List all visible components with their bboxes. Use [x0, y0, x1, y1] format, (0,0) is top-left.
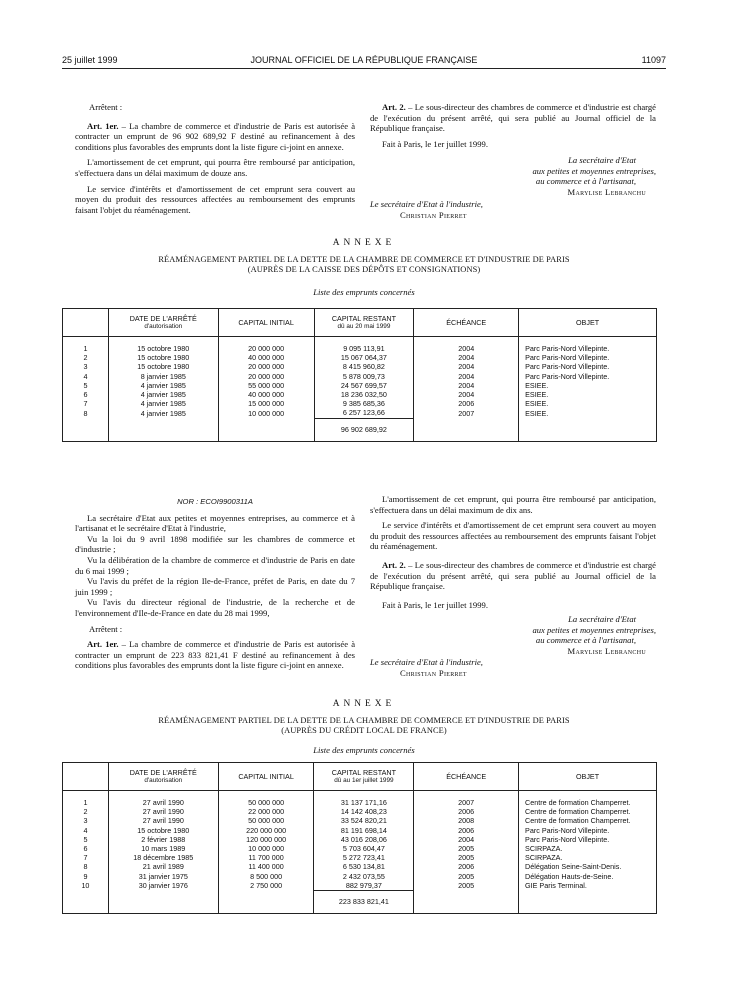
annexe2-title-line1: RÉAMÉNAGEMENT PARTIEL DE LA DETTE DE LA CHAMBRE DE COMMERCE ET D'INDUSTRIE DE PARIS — [158, 716, 570, 725]
annexe2-table — [62, 762, 657, 914]
row-restant: 6 530 134,81 — [314, 862, 414, 871]
spacer-cell — [414, 791, 519, 799]
annexe1-col-date — [108, 309, 218, 337]
annexe1-col-date-l1: DATE DE L'ARRÊTÉ — [129, 313, 197, 323]
doc1-signature-2 — [370, 199, 570, 220]
row-date: 15 octobre 1980 — [108, 344, 218, 353]
row-capital: 50 000 000 — [218, 816, 314, 825]
annexe1-title-line1: RÉAMÉNAGEMENT PARTIEL DE LA DETTE DE LA CHAMBRE DE COMMERCE ET D'INDUSTRIE DE PARIS — [158, 255, 570, 264]
row-echeance: 2006 — [414, 807, 519, 816]
doc2-vu-loi: Vu la loi du 9 avril 1898 modifiée sur les chambres de commerce et d'industrie ; — [75, 533, 355, 555]
row-echeance: 2004 — [414, 835, 519, 844]
row-capital: 2 750 000 — [218, 881, 314, 891]
row-restant: 882 979,37 — [314, 881, 414, 891]
table-row — [63, 807, 657, 816]
table-row — [63, 798, 657, 807]
row-echeance: 2004 — [414, 353, 519, 362]
row-echeance: 2008 — [414, 816, 519, 825]
total-empty-cell — [63, 418, 109, 441]
table-row — [63, 372, 657, 381]
doc2-vu-deliberation: Vu la délibération de la chambre de commerce et d'industrie de Paris en date du 6 mai 1999 ; — [75, 554, 355, 576]
row-objet: Délégation Seine-Saint-Denis. — [519, 862, 657, 871]
annexe1-col-restant-l1: CAPITAL RESTANT — [331, 313, 396, 323]
annexe1-col-echeance: ÉCHÉANCE — [414, 309, 519, 337]
row-number: 7 — [63, 399, 109, 408]
table-row — [63, 408, 657, 418]
annexe2-table-body — [63, 791, 657, 914]
annexe2-title-line2: (AUPRÈS DU CRÉDIT LOCAL DE FRANCE) — [281, 726, 447, 735]
annexe2-col-date — [108, 763, 218, 791]
page-header — [62, 55, 666, 67]
row-date: 15 octobre 1980 — [108, 362, 218, 371]
row-echeance: 2004 — [414, 362, 519, 371]
doc2-article-1 — [75, 639, 355, 671]
annexe1-header-row — [63, 309, 657, 337]
row-objet: Parc Paris-Nord Villepinte. — [519, 835, 657, 844]
doc1-sig1-name: Marylise Lebranchu — [567, 186, 646, 197]
total-empty-cell — [414, 891, 519, 914]
row-restant: 18 236 032,50 — [314, 390, 414, 399]
row-objet: ESIEE. — [519, 390, 657, 399]
row-objet: Parc Paris-Nord Villepinte. — [519, 362, 657, 371]
doc2-nor: NOR : ECOI9900311A — [177, 497, 253, 506]
doc2-right-column — [370, 494, 656, 610]
row-echeance: 2005 — [414, 881, 519, 891]
row-restant: 9 095 113,91 — [314, 344, 414, 353]
row-capital: 11 700 000 — [218, 853, 314, 862]
row-echeance: 2004 — [414, 381, 519, 390]
row-number: 2 — [63, 353, 109, 362]
row-number: 4 — [63, 372, 109, 381]
table-row — [63, 353, 657, 362]
doc2-amortissement: L'amortissement de cet emprunt, qui pourra être remboursé par anticipation, s'effectuera dans un délai maximum de dix ans. — [370, 494, 656, 515]
total-empty-cell — [218, 418, 314, 441]
spacer-cell — [519, 337, 657, 345]
spacer-cell — [108, 791, 218, 799]
row-date: 4 janvier 1985 — [108, 390, 218, 399]
annexe2-col-restant-l2: dû au 1er juillet 1999 — [334, 776, 394, 784]
row-echeance: 2004 — [414, 390, 519, 399]
row-restant: 15 067 064,37 — [314, 353, 414, 362]
total-empty-cell — [63, 891, 109, 914]
doc1-right-column — [370, 102, 656, 149]
annexe2-col-restant — [314, 763, 414, 791]
annexe2-liste: Liste des emprunts concernés — [313, 745, 415, 755]
doc1-service: Le service d'intérêts et d'amortissement de cet emprunt sera couvert au moyen du produit des ressources affectées au remboursement des emprunts faisant l'objet du réaménagement. — [75, 183, 355, 215]
row-date: 4 janvier 1985 — [108, 399, 218, 408]
total-value: 96 902 689,92 — [314, 418, 414, 441]
doc1-article-2 — [370, 102, 656, 134]
row-date: 27 avril 1990 — [108, 807, 218, 816]
row-objet: SCIRPAZA. — [519, 853, 657, 862]
row-echeance: 2006 — [414, 399, 519, 408]
row-objet: Parc Paris-Nord Villepinte. — [519, 826, 657, 835]
table-row — [63, 835, 657, 844]
doc2-art1-text: – La chambre de commerce et d'industrie de Paris est autorisée à contracter un emprunt de 223 833 821,41 F destiné au refinancement à des conditions plus favorables des emprunts dont la liste figure ci-joint en annexe. — [75, 639, 356, 671]
row-restant: 5 703 604,47 — [314, 844, 414, 853]
doc2-sig2-line1: Le secrétaire d'Etat à l'industrie, — [370, 657, 483, 667]
row-restant: 24 567 699,57 — [314, 381, 414, 390]
annexe1-table-body — [63, 337, 657, 442]
row-capital: 55 000 000 — [218, 381, 314, 390]
row-objet: Délégation Hauts-de-Seine. — [519, 872, 657, 881]
doc2-sig1-name: Marylise Lebranchu — [567, 645, 646, 656]
doc1-amortissement: L'amortissement de cet emprunt, qui pourra être remboursé par anticipation, s'effectuera dans un délai maximum de douze ans. — [75, 157, 355, 178]
header-rule — [62, 68, 666, 69]
row-capital: 20 000 000 — [218, 372, 314, 381]
spacer-cell — [314, 337, 414, 345]
spacer-cell — [108, 337, 218, 345]
row-objet: Parc Paris-Nord Villepinte. — [519, 344, 657, 353]
doc2-sig1-line3: au commerce et à l'artisanat, — [535, 635, 636, 646]
row-number: 10 — [63, 881, 109, 891]
header-page-number: 11097 — [641, 55, 666, 65]
row-capital: 8 500 000 — [218, 872, 314, 881]
spacer-cell — [414, 337, 519, 345]
doc2-service: Le service d'intérêts et d'amortissement de cet emprunt sera couvert au moyen du produit des ressources affectées au remboursement des emprunts faisant l'objet du réaménagement. — [370, 520, 656, 552]
row-number: 7 — [63, 853, 109, 862]
row-date: 4 janvier 1985 — [108, 408, 218, 418]
table-row — [63, 826, 657, 835]
doc2-left-column — [75, 497, 355, 671]
row-capital: 50 000 000 — [218, 798, 314, 807]
doc1-sig2-name: Christian Pierret — [400, 209, 467, 220]
doc1-art1-label: Art. 1er. — [87, 120, 119, 131]
doc2-sig2-name: Christian Pierret — [400, 667, 467, 678]
row-number: 2 — [63, 807, 109, 816]
row-echeance: 2005 — [414, 853, 519, 862]
row-objet: ESIEE. — [519, 381, 657, 390]
doc2-intro: La secrétaire d'Etat aux petites et moyennes entreprises, au commerce et à l'artisanat et le secrétaire d'Etat à l'industrie, — [75, 512, 355, 534]
row-capital: 20 000 000 — [218, 344, 314, 353]
table-row — [63, 390, 657, 399]
row-number: 3 — [63, 362, 109, 371]
row-number: 1 — [63, 344, 109, 353]
table-row — [63, 381, 657, 390]
row-capital: 10 000 000 — [218, 844, 314, 853]
doc1-article-1 — [75, 121, 355, 153]
row-capital: 22 000 000 — [218, 807, 314, 816]
annexe2-col-capital: CAPITAL INITIAL — [218, 763, 314, 791]
table-row — [63, 344, 657, 353]
annexe1-col-number — [63, 309, 109, 337]
doc1-signature-1 — [370, 155, 656, 197]
total-empty-cell — [519, 891, 657, 914]
annexe1-col-restant — [314, 309, 414, 337]
row-objet: Parc Paris-Nord Villepinte. — [519, 353, 657, 362]
row-number: 6 — [63, 390, 109, 399]
doc1-sig1-line1: La secrétaire d'Etat — [568, 155, 636, 165]
doc2-sig1-line2: aux petites et moyennes entreprises, — [532, 624, 656, 635]
table-row — [63, 862, 657, 871]
row-objet: SCIRPAZA. — [519, 844, 657, 853]
row-number: 6 — [63, 844, 109, 853]
row-echeance: 2007 — [414, 798, 519, 807]
row-echeance: 2004 — [414, 344, 519, 353]
spacer-cell — [314, 791, 414, 799]
row-capital: 20 000 000 — [218, 362, 314, 371]
row-capital: 10 000 000 — [218, 408, 314, 418]
row-echeance: 2007 — [414, 408, 519, 418]
row-date: 27 avril 1990 — [108, 816, 218, 825]
row-number: 9 — [63, 872, 109, 881]
annexe2-col-date-l1: DATE DE L'ARRÊTÉ — [129, 767, 197, 777]
doc1-sig1-line3: au commerce et à l'artisanat, — [535, 176, 636, 187]
doc2-vu-prefet: Vu l'avis du préfet de la région Ile-de-France, préfet de Paris, en date du 7 juin 1999 ; — [75, 576, 355, 597]
annexe1-liste: Liste des emprunts concernés — [313, 287, 415, 297]
spacer-cell — [63, 337, 109, 345]
annexe2-col-number — [63, 763, 109, 791]
row-date: 30 janvier 1976 — [108, 881, 218, 891]
row-objet: Centre de formation Champerret. — [519, 807, 657, 816]
total-value: 223 833 821,41 — [314, 891, 414, 914]
table-spacer-row — [63, 791, 657, 799]
doc2-article-2 — [370, 560, 656, 592]
table-row — [63, 853, 657, 862]
row-objet: ESIEE. — [519, 399, 657, 408]
row-restant: 6 257 123,66 — [314, 408, 414, 418]
row-echeance: 2006 — [414, 862, 519, 871]
row-capital: 15 000 000 — [218, 399, 314, 408]
row-restant: 2 432 073,55 — [314, 872, 414, 881]
row-echeance: 2005 — [414, 844, 519, 853]
row-number: 8 — [63, 408, 109, 418]
row-echeance: 2004 — [414, 372, 519, 381]
row-date: 31 janvier 1975 — [108, 872, 218, 881]
row-restant: 81 191 698,14 — [314, 826, 414, 835]
row-restant: 8 415 960,82 — [314, 362, 414, 371]
row-restant: 31 137 171,16 — [314, 798, 414, 807]
row-objet: GIE Paris Terminal. — [519, 881, 657, 891]
annexe1-col-capital: CAPITAL INITIAL — [218, 309, 314, 337]
total-empty-cell — [414, 418, 519, 441]
header-date: 25 juillet 1999 — [62, 55, 118, 65]
header-title: JOURNAL OFFICIEL DE LA RÉPUBLIQUE FRANÇAISE — [250, 55, 478, 65]
row-number: 5 — [63, 381, 109, 390]
table-row — [63, 844, 657, 853]
doc1-sig1-line2: aux petites et moyennes entreprises, — [532, 165, 656, 176]
doc2-sig1-line1: La secrétaire d'Etat — [568, 614, 636, 624]
doc2-signature-2 — [370, 657, 570, 678]
annexe1-heading: ANNEXE — [332, 238, 396, 248]
doc2-fait: Fait à Paris, le 1er juillet 1999. — [382, 599, 488, 610]
total-empty-cell — [108, 418, 218, 441]
spacer-cell — [218, 337, 314, 345]
row-date: 15 octobre 1980 — [108, 826, 218, 835]
doc1-sig2-line1: Le secrétaire d'Etat à l'industrie, — [370, 199, 483, 209]
doc2-arretent: Arrêtent : — [89, 623, 123, 634]
doc2-vu-directeur: Vu l'avis du directeur régional de l'industrie, de la recherche et de l'environnement d'Ile-de-France en date du 28 mai 1999, — [75, 597, 355, 618]
row-number: 4 — [63, 826, 109, 835]
table-row — [63, 399, 657, 408]
row-restant: 5 878 009,73 — [314, 372, 414, 381]
table-total-row — [63, 891, 657, 914]
spacer-cell — [63, 791, 109, 799]
annexe2-col-restant-l1: CAPITAL RESTANT — [331, 767, 396, 777]
row-echeance: 2006 — [414, 826, 519, 835]
doc1-arretent: Arrêtent : — [89, 102, 123, 112]
annexe2-header-row — [63, 763, 657, 791]
table-row — [63, 816, 657, 825]
row-capital: 220 000 000 — [218, 826, 314, 835]
total-empty-cell — [108, 891, 218, 914]
doc2-art2-text: – Le sous-directeur des chambres de commerce et d'industrie est chargé de l'exécution du présent arrêté, qui sera publié au Journal officiel de la République française. — [370, 559, 656, 592]
annexe1-col-restant-l2: dû au 20 mai 1999 — [337, 322, 391, 330]
row-restant: 9 385 685,36 — [314, 399, 414, 408]
total-empty-cell — [218, 891, 314, 914]
doc1-left-column — [75, 102, 355, 215]
row-date: 15 octobre 1980 — [108, 353, 218, 362]
row-capital: 120 000 000 — [218, 835, 314, 844]
annexe2-heading: ANNEXE — [332, 699, 396, 709]
row-capital: 11 400 000 — [218, 862, 314, 871]
table-row — [63, 872, 657, 881]
doc1-fait: Fait à Paris, le 1er juillet 1999. — [382, 138, 488, 149]
table-spacer-row — [63, 337, 657, 345]
doc2-art1-label: Art. 1er. — [87, 639, 119, 650]
annexe1-title-line2: (AUPRÈS DE LA CAISSE DES DÉPÔTS ET CONSIGNATIONS) — [247, 265, 481, 274]
row-number: 5 — [63, 835, 109, 844]
row-date: 8 janvier 1985 — [108, 372, 218, 381]
doc2-signature-1 — [370, 614, 656, 656]
row-date: 18 décembre 1985 — [108, 853, 218, 862]
table-row — [63, 362, 657, 371]
row-date: 4 janvier 1985 — [108, 381, 218, 390]
annexe1-col-objet: OBJET — [519, 309, 657, 337]
annexe1-table — [62, 308, 657, 442]
row-restant: 14 142 408,23 — [314, 807, 414, 816]
doc1-art2-label: Art. 2. — [382, 102, 406, 112]
annexe1-col-date-l2: d'autorisation — [144, 322, 183, 330]
row-number: 3 — [63, 816, 109, 825]
row-restant: 43 016 208,06 — [314, 835, 414, 844]
row-objet: Centre de formation Champerret. — [519, 798, 657, 807]
annexe2-col-objet: OBJET — [519, 763, 657, 791]
row-restant: 5 272 723,41 — [314, 853, 414, 862]
doc1-art1-text: – La chambre de commerce et d'industrie de Paris est autorisée à contracter un emprunt de 96 902 689,92 F destiné au refinancement à des conditions plus favorables des emprunts dont la liste figure ci-joint en annexe. — [75, 120, 356, 152]
row-objet: ESIEE. — [519, 408, 657, 418]
table-total-row — [63, 418, 657, 441]
spacer-cell — [218, 791, 314, 799]
doc1-art2-text: – Le sous-directeur des chambres de commerce et d'industrie est chargé de l'exécution du présent arrêté, qui sera publié au Journal officiel de la République française. — [370, 102, 656, 134]
spacer-cell — [519, 791, 657, 799]
total-empty-cell — [519, 418, 657, 441]
doc2-art2-label: Art. 2. — [382, 559, 406, 570]
row-date: 10 mars 1989 — [108, 844, 218, 853]
row-date: 2 février 1988 — [108, 835, 218, 844]
row-capital: 40 000 000 — [218, 353, 314, 362]
row-objet: Centre de formation Champerret. — [519, 816, 657, 825]
annexe2-col-date-l2: d'autorisation — [144, 776, 183, 784]
row-restant: 33 524 820,21 — [314, 816, 414, 825]
row-number: 1 — [63, 798, 109, 807]
annexe2-col-echeance: ÉCHÉANCE — [414, 763, 519, 791]
row-capital: 40 000 000 — [218, 390, 314, 399]
row-echeance: 2005 — [414, 872, 519, 881]
row-date: 27 avril 1990 — [108, 798, 218, 807]
row-objet: Parc Paris-Nord Villepinte. — [519, 372, 657, 381]
table-row — [63, 881, 657, 891]
row-date: 21 avril 1989 — [108, 862, 218, 871]
row-number: 8 — [63, 862, 109, 871]
